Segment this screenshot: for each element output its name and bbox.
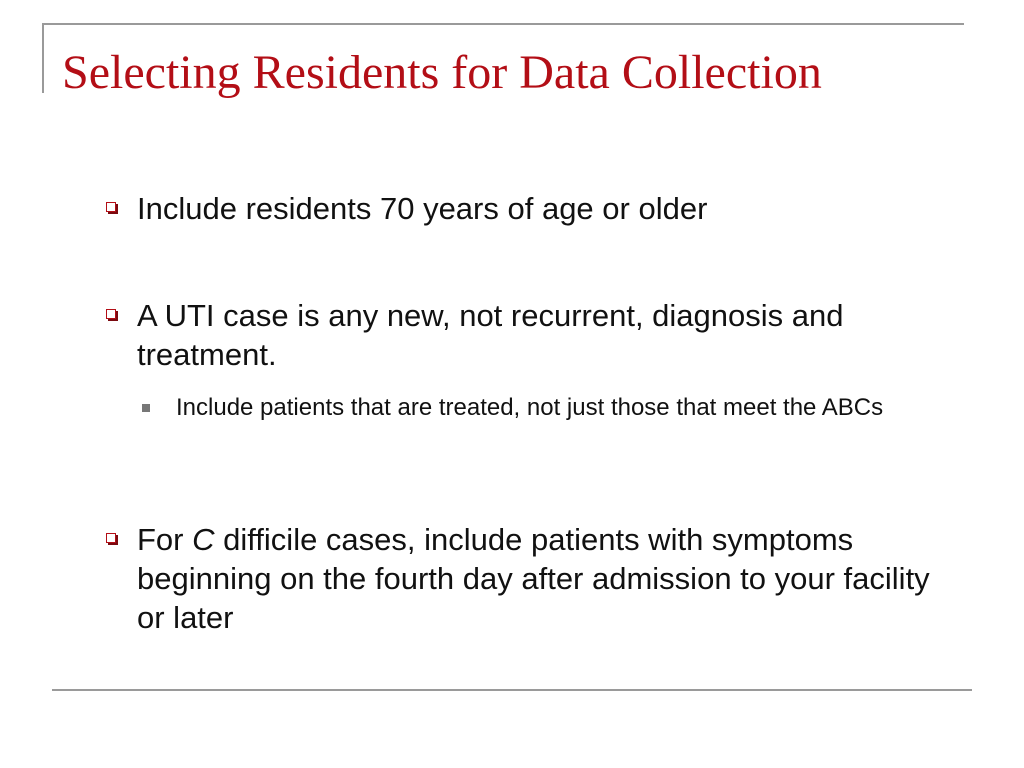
bullet-text-italic: C [192, 522, 215, 557]
sub-bullet-text: Include patients that are treated, not just those that meet the ABCs [176, 394, 884, 421]
bullet-item-c-difficile [106, 520, 956, 637]
bullet-text-suffix: difficile cases, include patients with symptoms beginning on the fourth day after admission to your facility or later [137, 522, 930, 635]
bullet-text: A UTI case is any new, not recurrent, diagnosis and treatment. [137, 298, 844, 372]
hollow-square-bullet-icon [106, 533, 116, 543]
bullet-item-uti-case [106, 296, 956, 374]
slide-title: Selecting Residents for Data Collection [62, 46, 822, 99]
filled-square-bullet-icon [142, 404, 150, 412]
hollow-square-bullet-icon [106, 202, 116, 212]
bullet-text-composite [137, 520, 956, 637]
bottom-horizontal-rule [52, 689, 972, 691]
hollow-square-bullet-icon [106, 309, 116, 319]
bullet-text-prefix: For [137, 522, 193, 557]
sub-bullet-item-treated [142, 392, 972, 424]
bullet-text: Include residents 70 years of age or older [137, 191, 708, 226]
bullet-item-age [106, 189, 956, 228]
